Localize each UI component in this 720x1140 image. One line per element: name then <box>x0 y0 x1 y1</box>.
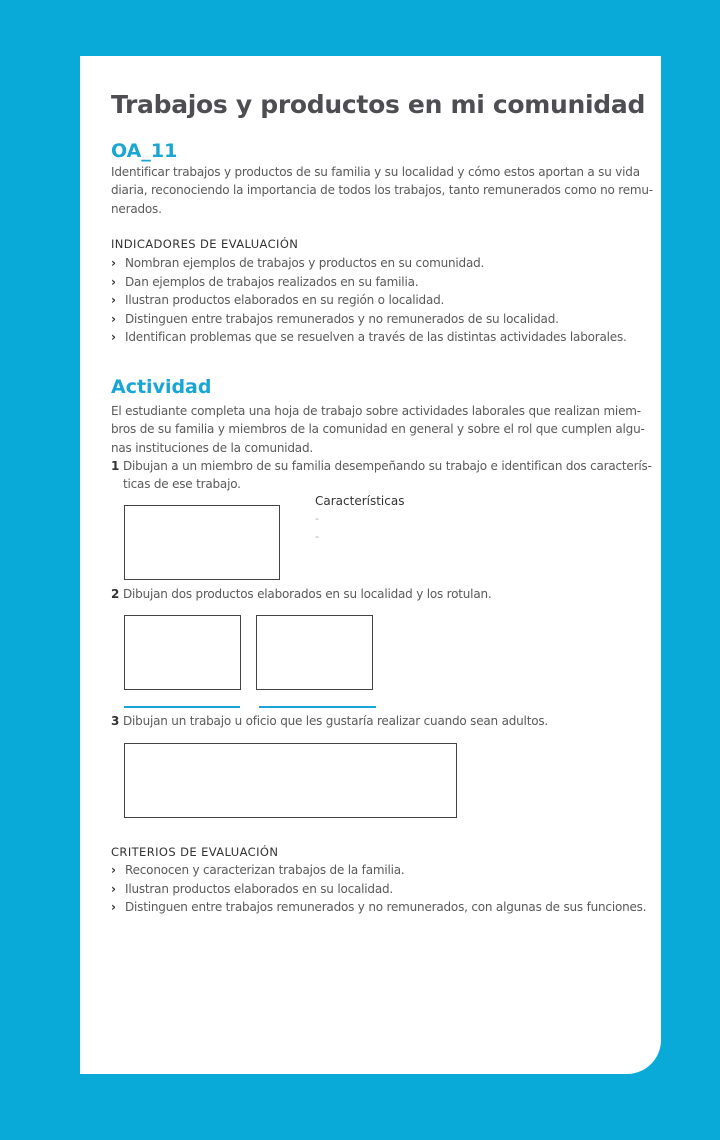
list-item: › Ilustran productos elaborados en su región o localidad. <box>111 291 627 310</box>
criterios-heading: CRITERIOS DE EVALUACIÓN <box>111 845 279 859</box>
list-item: › Dan ejemplos de trabajos realizados en su familia. <box>111 273 627 292</box>
oa-line: Identificar trabajos y productos de su familia y su localidad y cómo estos aportan a su vida <box>111 165 640 179</box>
oa-description <box>111 163 653 218</box>
step-number: 1 <box>111 458 120 473</box>
step-text: Dibujan a un miembro de su familia desempeñando su trabajo e identifican dos caracterís- <box>123 458 652 473</box>
step-3 <box>111 712 548 730</box>
caracteristica-dash: - <box>315 512 319 525</box>
actividad-heading: Actividad <box>111 376 212 398</box>
list-item: › Distinguen entre trabajos remunerados y no remunerados de su localidad. <box>111 310 627 329</box>
actividad-line: bros de su familia y miembros de la comunidad en general y sobre el rol que cumplen algu- <box>111 422 645 437</box>
page-title: Trabajos y productos en mi comunidad <box>111 90 646 119</box>
oa-code: OA_11 <box>111 140 178 162</box>
drawing-box-product-1[interactable] <box>124 615 241 690</box>
actividad-line: El estudiante completa una hoja de trabajo sobre actividades laborales que realizan miem- <box>111 404 641 418</box>
caracteristicas-label: Características <box>315 494 405 508</box>
oa-line: diaria, reconociendo la importancia de todos los trabajos, tanto remunerados como no remu- <box>111 183 653 198</box>
label-line-product-2[interactable] <box>259 706 376 708</box>
indicadores-heading: INDICADORES DE EVALUACIÓN <box>111 237 299 251</box>
oa-line: nerados. <box>111 201 162 216</box>
drawing-box-future-job[interactable] <box>124 743 457 818</box>
actividad-line: nas instituciones de la comunidad. <box>111 440 313 455</box>
list-item: › Reconocen y caracterizan trabajos de la familia. <box>111 861 646 880</box>
list-item: › Identifican problemas que se resuelven a través de las distintas actividades laborales. <box>111 328 627 347</box>
step-number: 2 <box>111 587 120 601</box>
list-item: › Ilustran productos elaborados en su localidad. <box>111 880 646 899</box>
step-number: 3 <box>111 714 120 728</box>
actividad-description <box>111 402 652 493</box>
step-text: ticas de ese trabajo. <box>123 477 241 492</box>
criterios-list <box>111 861 646 917</box>
step-2 <box>111 585 492 603</box>
step-text: Dibujan un trabajo u oficio que les gustaría realizar cuando sean adultos. <box>123 714 549 728</box>
drawing-box-product-2[interactable] <box>256 615 373 690</box>
caracteristica-dash: - <box>315 530 319 543</box>
drawing-box-family-member[interactable] <box>124 505 280 580</box>
step-text: Dibujan dos productos elaborados en su localidad y los rotulan. <box>123 587 492 601</box>
list-item: › Nombran ejemplos de trabajos y productos en su comunidad. <box>111 254 627 273</box>
label-line-product-1[interactable] <box>124 706 240 708</box>
indicadores-list <box>111 254 627 347</box>
list-item: › Distinguen entre trabajos remunerados y no remunerados, con algunas de sus funciones. <box>111 898 646 917</box>
step-1 <box>111 457 652 475</box>
